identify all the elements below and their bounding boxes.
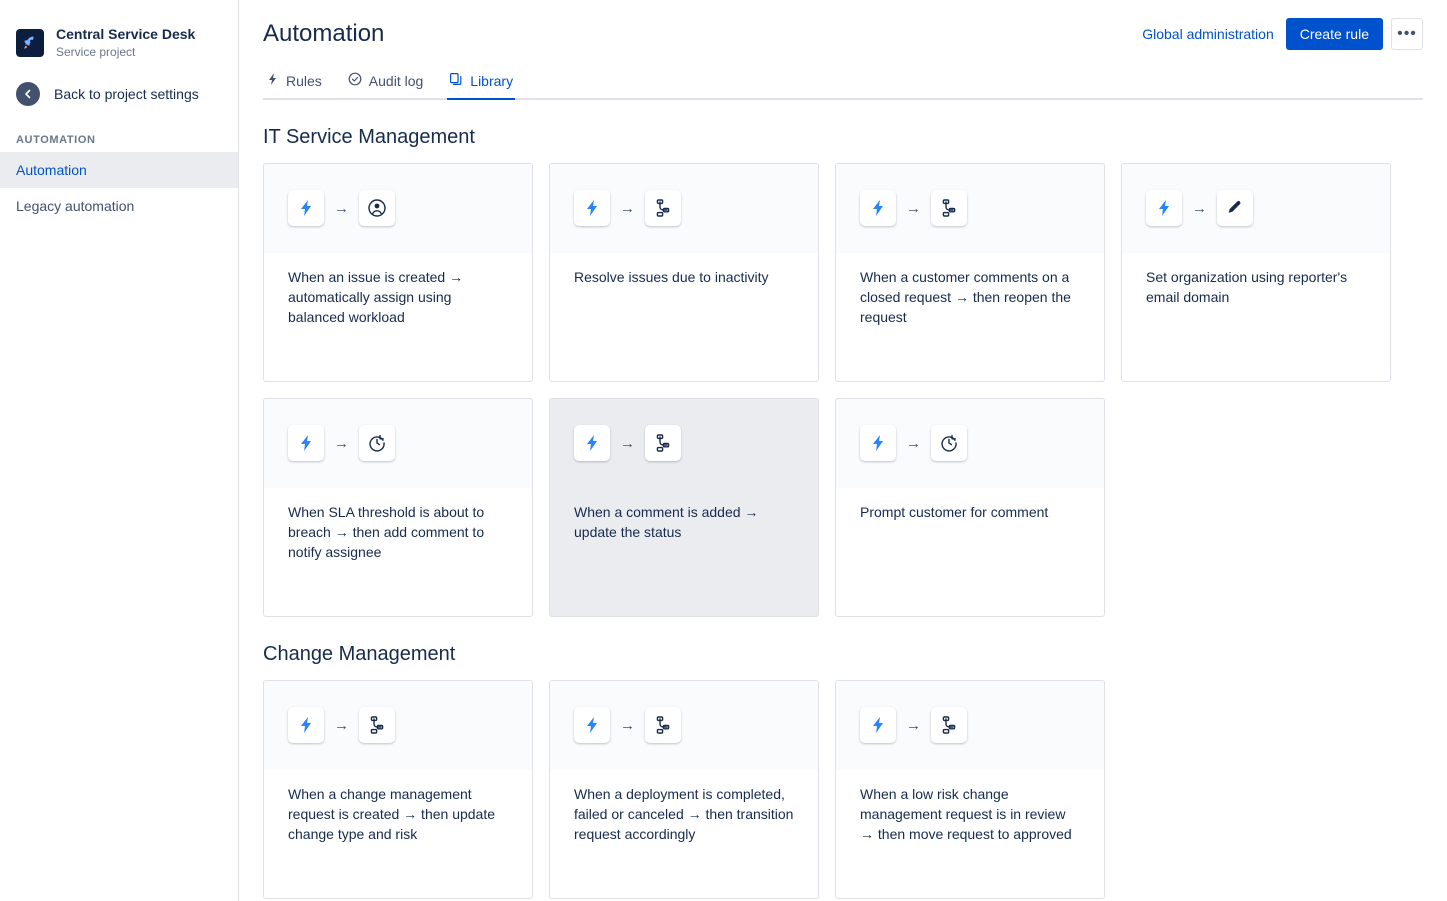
library-card[interactable] [263, 163, 533, 382]
sidebar [0, 0, 239, 901]
arrow-right-icon: → [334, 199, 349, 217]
library-card[interactable] [1121, 163, 1391, 382]
library-card[interactable] [263, 680, 533, 899]
library-card[interactable] [835, 163, 1105, 382]
branch-icon [931, 190, 967, 226]
branch-icon [931, 707, 967, 743]
tab-label: Library [470, 72, 514, 89]
page-header [263, 18, 1423, 50]
arrow-right-icon: → [620, 199, 635, 217]
library-card[interactable] [263, 398, 533, 617]
card-text: Prompt customer for comment [860, 504, 1049, 520]
bolt-icon [574, 425, 610, 461]
arrow-right-icon: → [334, 434, 349, 452]
copy-icon [449, 72, 463, 89]
project-type: Service project [56, 45, 136, 59]
arrow-left-icon [16, 82, 40, 106]
card-grid-change-management [263, 680, 1423, 899]
card-icons [836, 399, 1104, 488]
sidebar-item-label: Automation [16, 162, 87, 178]
project-header [0, 0, 238, 68]
card-icons [550, 164, 818, 253]
card-icons [550, 399, 818, 488]
arrow-right-icon: → [620, 434, 635, 452]
header-actions [1138, 18, 1423, 50]
rocket-icon [16, 29, 44, 57]
sidebar-item-automation[interactable] [0, 152, 238, 188]
clock-refresh-icon [931, 425, 967, 461]
ellipsis-icon: ••• [1397, 25, 1417, 42]
back-to-project-settings[interactable] [0, 68, 238, 120]
bolt-icon [1146, 190, 1182, 226]
card-text: When a deployment is completed, failed or canceled → then transition request accordingly [574, 786, 794, 842]
arrow-right-icon: → [1192, 199, 1207, 217]
bolt-icon [288, 707, 324, 743]
card-icons [264, 399, 532, 488]
create-rule-button[interactable]: Create rule [1286, 18, 1383, 50]
branch-icon [645, 425, 681, 461]
card-text: Set organization using reporter's email domain [1146, 269, 1348, 305]
tab-library[interactable] [447, 68, 515, 98]
card-icons [264, 164, 532, 253]
project-name: Central Service Desk [56, 26, 196, 42]
sidebar-item-legacy-automation[interactable] [0, 188, 238, 224]
bolt-icon [860, 425, 896, 461]
arrow-right-icon: → [906, 434, 921, 452]
section-title-change-management: Change Management [263, 643, 456, 665]
bolt-icon [574, 707, 610, 743]
clock-refresh-icon [359, 425, 395, 461]
pencil-icon [1217, 190, 1253, 226]
bolt-icon [267, 72, 279, 89]
card-text: When an issue is created → automatically assign using balanced workload [288, 269, 464, 325]
library-card[interactable] [549, 680, 819, 899]
page-title: Automation [263, 20, 385, 47]
more-actions-button[interactable] [1391, 18, 1423, 50]
project-text [56, 26, 195, 60]
bolt-icon [288, 425, 324, 461]
branch-icon [645, 190, 681, 226]
arrow-right-icon: → [906, 199, 921, 217]
library-card[interactable] [549, 398, 819, 617]
card-icons [836, 681, 1104, 770]
card-text: When a customer comments on a closed request → then reopen the request [860, 269, 1071, 325]
sidebar-item-label: Legacy automation [16, 198, 135, 214]
card-icons [836, 164, 1104, 253]
card-text: When a low risk change management request is in review → then move request to approved [860, 786, 1072, 842]
tab-label: Audit log [368, 72, 424, 89]
bolt-icon [574, 190, 610, 226]
branch-icon [359, 707, 395, 743]
card-icons [550, 681, 818, 770]
library-card[interactable] [549, 163, 819, 382]
bolt-icon [860, 707, 896, 743]
arrow-right-icon: → [334, 716, 349, 734]
library-card[interactable] [835, 398, 1105, 617]
branch-icon [645, 707, 681, 743]
card-text: Resolve issues due to inactivity [574, 269, 769, 285]
arrow-right-icon: → [906, 716, 921, 734]
person-icon [359, 190, 395, 226]
tab-rules[interactable] [265, 68, 324, 98]
arrow-right-icon: → [620, 716, 635, 734]
global-administration-link[interactable]: Global administration [1142, 26, 1274, 42]
check-circle-icon [348, 72, 362, 89]
bolt-icon [860, 190, 896, 226]
card-icons [1122, 164, 1390, 253]
card-text: When a comment is added → update the status [574, 504, 759, 540]
library-card[interactable] [835, 680, 1105, 899]
tab-audit-log[interactable] [346, 68, 425, 98]
tab-bar [263, 68, 1423, 100]
back-label: Back to project settings [54, 86, 199, 102]
bolt-icon [288, 190, 324, 226]
sidebar-section-title: AUTOMATION [16, 134, 96, 146]
card-text: When a change management request is created → then update change type and risk [288, 786, 496, 842]
tab-label: Rules [286, 72, 322, 89]
main-content [239, 0, 1447, 901]
card-text: When SLA threshold is about to breach → then add comment to notify assignee [288, 504, 485, 560]
card-grid-itsm [263, 163, 1423, 617]
section-title-itsm: IT Service Management [263, 126, 475, 148]
card-icons [264, 681, 532, 770]
